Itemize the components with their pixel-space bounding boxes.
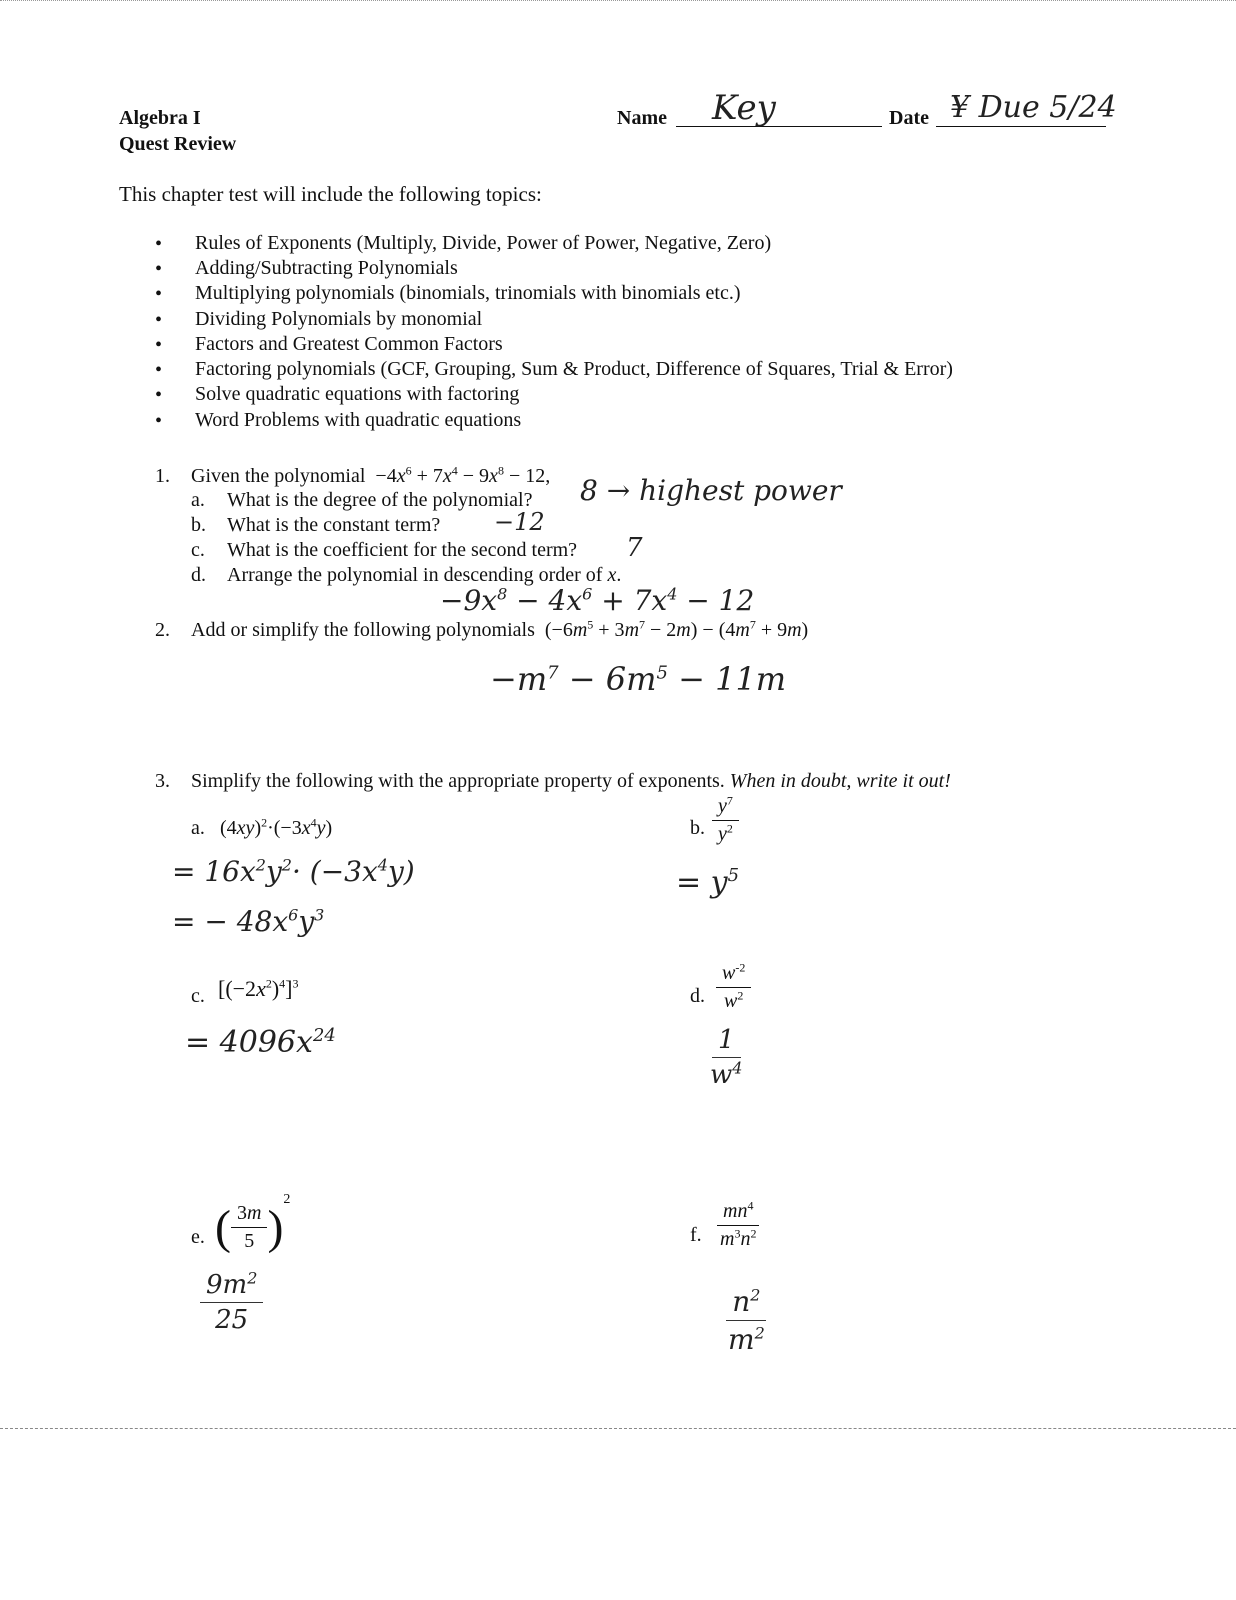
q3a-expression: $(4xy)^2\cdot(-3x^4y)$ <box>220 815 333 839</box>
bullet: • <box>155 410 163 432</box>
q2-number: 2. <box>155 619 170 641</box>
q1c-text: What is the coefficient for the second term? <box>227 539 578 561</box>
bullet: • <box>155 359 163 381</box>
q3e-expression: ( $\frac{3m}{5}$ )$^2$ <box>215 1192 291 1254</box>
q3f-answer: $\frac{n^2}{m^2}$ <box>728 1285 765 1356</box>
bullet: • <box>155 258 163 280</box>
q1-prompt-text: Given the polynomial <box>191 465 366 487</box>
q3b-answer: = $y^5$ <box>676 865 740 900</box>
topic-item: Adding/Subtracting Polynomials <box>195 257 458 279</box>
q3-number: 3. <box>155 770 170 792</box>
q1d-letter: d. <box>191 564 206 586</box>
topic-item: Solve quadratic equations with factoring <box>195 383 520 405</box>
q3-prompt-italic: When in doubt, write it out! <box>729 770 951 792</box>
bullet: • <box>155 233 163 255</box>
q2-expression: $(-6m^5 + 3m^7 - 2m) - (4m^7 + 9m)$ <box>539 617 809 641</box>
q1d-text: Arrange the polynomial in descending order of x. <box>227 564 622 586</box>
q1-polynomial: $-4x^6 + 7x^4 - 9x^8 - 12$, <box>370 463 551 487</box>
q1b-letter: b. <box>191 514 206 536</box>
bullet: • <box>155 384 163 406</box>
intro-text: This chapter test will include the following topics: <box>119 182 542 206</box>
bullet: • <box>155 283 163 305</box>
date-handwritten: ¥ Due 5/24 <box>950 90 1117 125</box>
name-line <box>676 126 882 127</box>
q3-prompt <box>191 770 951 793</box>
bullet: • <box>155 334 163 356</box>
q3e-letter: e. <box>191 1226 205 1248</box>
q3c-answer: = $4096x^{24}$ <box>185 1025 336 1060</box>
q3f-fraction: $\frac{mn^4}{m^3n^2}$ <box>714 1200 762 1251</box>
topic-item: Word Problems with quadratic equations <box>195 409 522 431</box>
scan-edge-bottom <box>0 1428 1236 1429</box>
bullet: • <box>155 309 163 331</box>
topic-item: Dividing Polynomials by monomial <box>195 308 483 330</box>
q3b-letter: b. <box>690 817 705 839</box>
q3a-work-line1: = $16x^2y^2\cdot (-3x^4y)$ <box>172 855 415 888</box>
q3c-expression: $[(-2x^2)^4]^3$ <box>218 976 299 1001</box>
q1-number: 1. <box>155 465 170 487</box>
topic-item: Multiplying polynomials (binomials, trinomials with binomials etc.) <box>195 282 741 304</box>
q1a-text: What is the degree of the polynomial? <box>227 489 533 511</box>
q3d-fraction: $\frac{w^{-2}}{w^2}$ <box>716 962 751 1013</box>
q1c-answer: 7 <box>626 533 643 563</box>
q1c-letter: c. <box>191 539 205 561</box>
q3e-answer: $\frac{9m^2}{25}$ <box>200 1270 263 1335</box>
course-title: Algebra I <box>119 107 201 129</box>
date-label: Date <box>889 107 929 129</box>
q3a-letter: a. <box>191 817 205 839</box>
course-subtitle: Quest Review <box>119 133 237 155</box>
scan-edge-top <box>0 0 1236 5</box>
q2-prompt-text: Add or simplify the following polynomials <box>191 619 535 641</box>
q3d-letter: d. <box>690 985 705 1007</box>
q1a-answer: 8 → highest power <box>580 474 842 507</box>
q3b-fraction: $\frac{y^7}{y^2}$ <box>712 795 739 846</box>
q3d-answer: $\frac{1}{w^4}$ <box>710 1025 743 1090</box>
q3f-letter: f. <box>690 1224 702 1246</box>
topic-item: Rules of Exponents (Multiply, Divide, Power of Power, Negative, Zero) <box>195 232 772 254</box>
topic-item: Factors and Greatest Common Factors <box>195 333 503 355</box>
q2-prompt <box>191 619 808 642</box>
name-label: Name <box>617 107 667 129</box>
q1b-text: What is the constant term? <box>227 514 441 536</box>
q1d-text-label: Arrange the polynomial in descending order of <box>227 564 603 586</box>
q2-answer: $-m^7 - 6m^5 - 11m$ <box>490 660 787 698</box>
date-line <box>936 126 1106 127</box>
q1b-answer: −12 <box>494 508 545 536</box>
q3c-letter: c. <box>191 985 205 1007</box>
q1-prompt <box>191 465 550 488</box>
q3a-work-line2: = − $48x^6y^3$ <box>172 905 325 938</box>
q3-prompt-text: Simplify the following with the appropriate property of exponents. <box>191 770 725 792</box>
topic-item: Factoring polynomials (GCF, Grouping, Sum & Product, Difference of Squares, Trial & Error) <box>195 358 953 380</box>
q1d-answer: $-9x^8 - 4x^6 + 7x^4 - 12$ <box>440 584 755 617</box>
q1a-letter: a. <box>191 489 205 511</box>
name-handwritten: Key <box>712 88 776 128</box>
